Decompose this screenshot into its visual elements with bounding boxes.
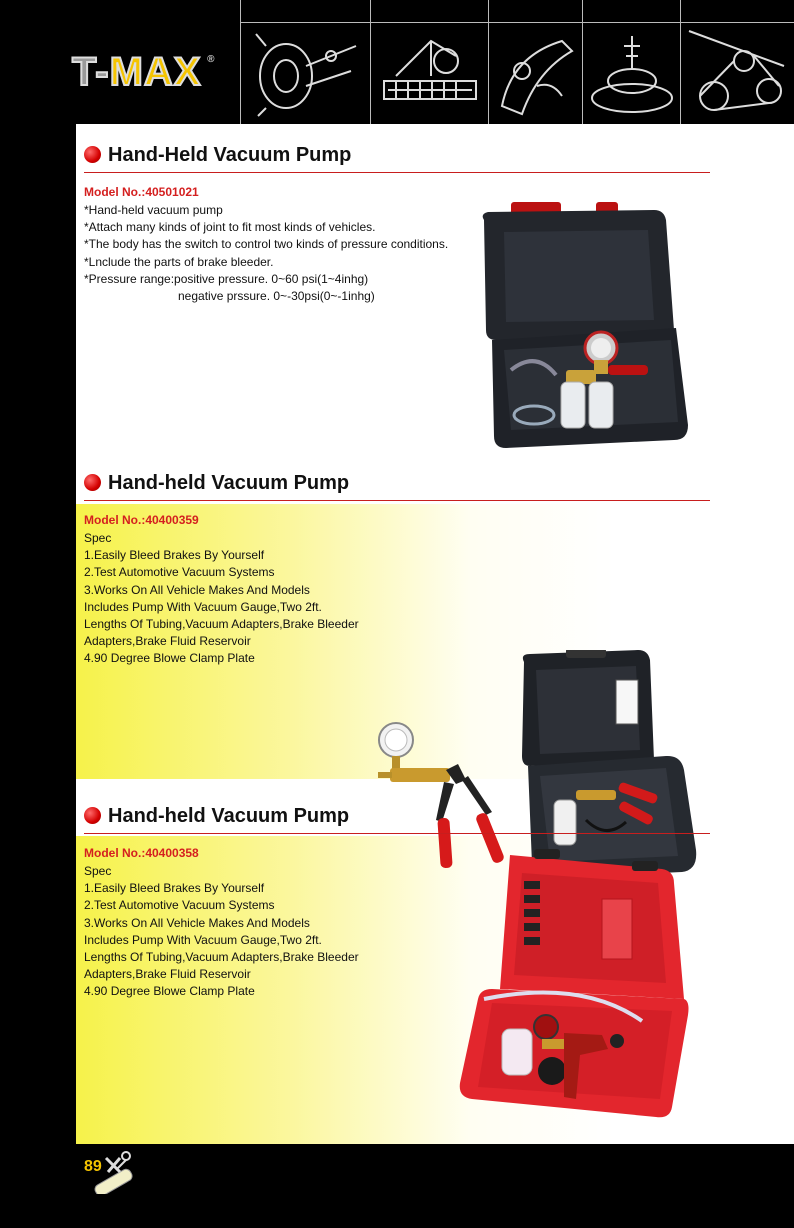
- engine-hoist-icon: [376, 26, 484, 120]
- header-divider: [582, 0, 583, 124]
- header-divider: [370, 0, 371, 124]
- page-number: 89: [84, 1158, 102, 1175]
- header-divider: [240, 0, 241, 124]
- header-divider: [488, 0, 489, 124]
- description-line: *Pressure range:positive pressure. 0~60 psi(1~4inhg): [84, 271, 369, 286]
- description-line: Includes Pump With Vacuum Gauge,Two 2ft.: [84, 599, 322, 614]
- page-header: [0, 0, 794, 124]
- wrench-cutter-icon: [492, 26, 580, 120]
- model-number: Model No.:40501021: [84, 185, 199, 199]
- description-line: 4.90 Degree Blowe Clamp Plate: [84, 984, 255, 999]
- description-line: Adapters,Brake Fluid Reservoir: [84, 634, 251, 649]
- description-line: negative prssure. 0~-30psi(0~-1inhg): [178, 288, 375, 303]
- vacuum-pump-kit-photo: [476, 200, 691, 450]
- belt-drive-icon: [684, 26, 792, 120]
- bullet-dot-icon: [84, 807, 101, 824]
- header-divider: [680, 0, 681, 124]
- description-line: 3.Works On All Vehicle Makes And Models: [84, 582, 310, 597]
- product-title: Hand-held Vacuum Pump: [84, 805, 349, 828]
- vacuum-pump-case-photo: [506, 650, 706, 878]
- description-line: Spec: [84, 864, 112, 878]
- description-line: Adapters,Brake Fluid Reservoir: [84, 967, 251, 982]
- product-description: [84, 863, 359, 1001]
- winch-drum-icon: [246, 26, 364, 120]
- description-line: *Hand-held vacuum pump: [84, 203, 223, 217]
- model-number: Model No.:40400359: [84, 513, 199, 527]
- product-title: Hand-Held Vacuum Pump: [84, 144, 351, 167]
- description-line: Lengths Of Tubing,Vacuum Adapters,Brake Bleeder: [84, 949, 359, 964]
- description-line: Includes Pump With Vacuum Gauge,Two 2ft.: [84, 932, 322, 947]
- catalog-content: [76, 124, 794, 1144]
- description-line: 2.Test Automotive Vacuum Systems: [84, 898, 275, 913]
- tools-icon: [86, 1150, 138, 1194]
- model-number: Model No.:40400358: [84, 846, 199, 860]
- description-line: Spec: [84, 531, 112, 545]
- product-title: Hand-held Vacuum Pump: [84, 472, 349, 495]
- description-line: *Attach many kinds of joint to fit most kinds of vehicles.: [84, 220, 376, 235]
- compressor-icon: [586, 26, 678, 120]
- description-line: 1.Easily Bleed Brakes By Yourself: [84, 881, 265, 896]
- description-line: *Lnclude the parts of brake bleeder.: [84, 254, 274, 269]
- bullet-dot-icon: [84, 146, 101, 163]
- description-line: 3.Works On All Vehicle Makes And Models: [84, 915, 310, 930]
- title-rule: [84, 500, 710, 501]
- description-line: 1.Easily Bleed Brakes By Yourself: [84, 548, 265, 563]
- description-line: *The body has the switch to control two kinds of pressure conditions.: [84, 237, 449, 252]
- product-description: [84, 530, 359, 668]
- red-vacuum-pump-kit-photo: [452, 849, 692, 1121]
- bullet-dot-icon: [84, 474, 101, 491]
- description-line: Lengths Of Tubing,Vacuum Adapters,Brake Bleeder: [84, 616, 359, 631]
- header-grid-line: [240, 22, 794, 23]
- title-rule: [84, 172, 710, 173]
- description-line: 2.Test Automotive Vacuum Systems: [84, 565, 275, 580]
- tmax-logo: T-MAX ®: [72, 50, 216, 94]
- product-description: [84, 202, 448, 305]
- title-rule: [84, 833, 710, 834]
- description-line: 4.90 Degree Blowe Clamp Plate: [84, 651, 255, 666]
